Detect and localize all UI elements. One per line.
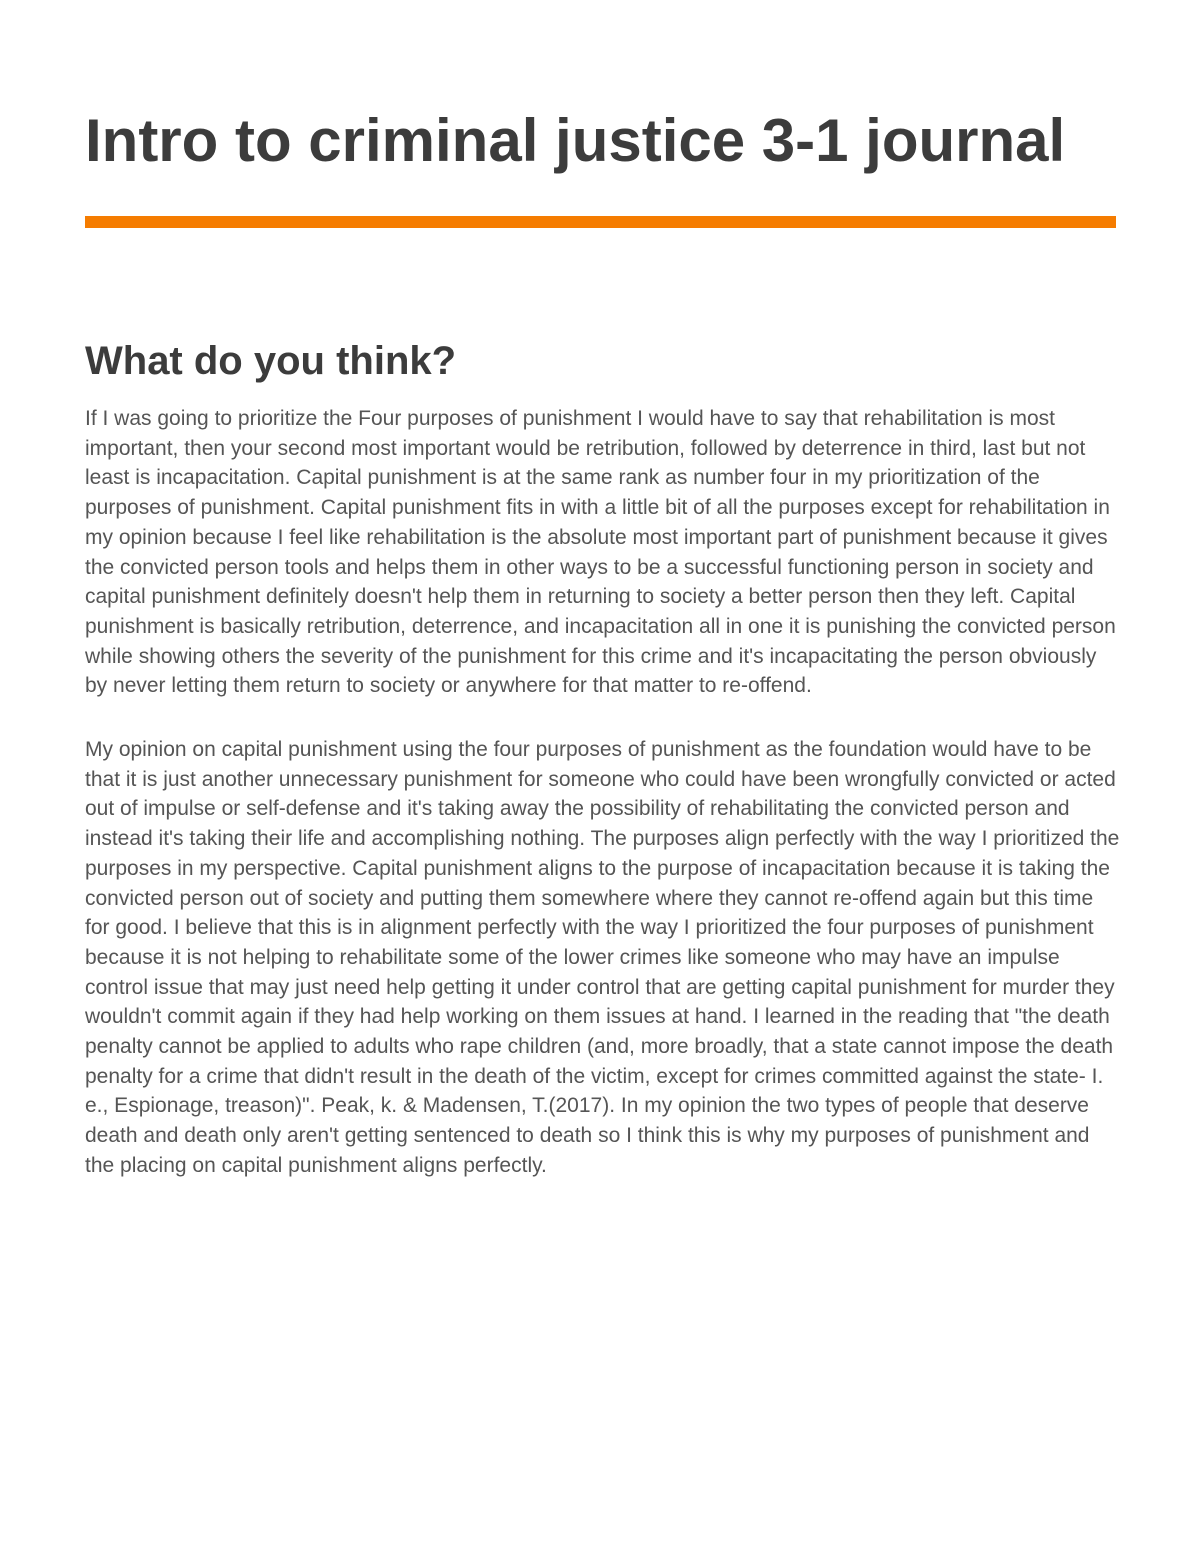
title-divider [85,216,1116,228]
section-heading: What do you think? [85,339,457,383]
paragraph: If I was going to prioritize the Four purposes of punishment I would have to say that rehabilitation is most important, then your second most important would be retribution, followed by deterrence in third, last but not least is incapacitation. Capital punishment is at the same rank as number four in my prioritization of the purposes of punishment. Capital punishment fits in with a little bit of all the purposes except for rehabilitation in my opinion because I feel like rehabilitation is the absolute most important part of punishment because it gives the convicted person tools and helps them in other ways to be a successful functioning person in society and capital punishment definitely doesn't help them in returning to society a better person then they left. Capital punishment is basically retribution, deterrence, and incapacitation all in one it is punishing the convicted person while showing others the severity of the punishment for this crime and it's incapacitating the person obviously by never letting them return to society or anywhere for that matter to re-offend. [85,407,1116,698]
journal-body [85,404,1120,1215]
paragraph: My opinion on capital punishment using the four purposes of punishment as the foundation would have to be that it is just another unnecessary punishment for someone who could have been wrongfully convicted or acted out of impulse or self-defense and it's taking away the possibility of rehabilitating the convicted person and instead it's taking their life and accomplishing nothing. The purposes align perfectly with the way I prioritized the purposes in my perspective. Capital punishment aligns to the purpose of incapacitation because it is taking the convicted person out of society and putting them somewhere where they cannot re-offend again but this time for good. I believe that this is in alignment perfectly with the way I prioritized the four purposes of punishment because it is not helping to rehabilitate some of the lower crimes like someone who may have an impulse control issue that may just need help getting it under control that are getting capital punishment for murder they wouldn't commit again if they had help working on them issues at hand. I learned in the reading that "the death penalty cannot be applied to adults who rape children (and, more broadly, that a state cannot impose the death penalty for a crime that didn't result in the death of the victim, except for crimes committed against the state- I. e., Espionage, treason)". Peak, k. & Madensen, T.(2017). In my opinion the two types of people that deserve death and death only aren't getting sentenced to death so I think this is why my purposes of punishment and the placing on capital punishment aligns perfectly. [85,738,1120,1177]
document-title: Intro to criminal justice 3-1 journal [85,107,1066,174]
